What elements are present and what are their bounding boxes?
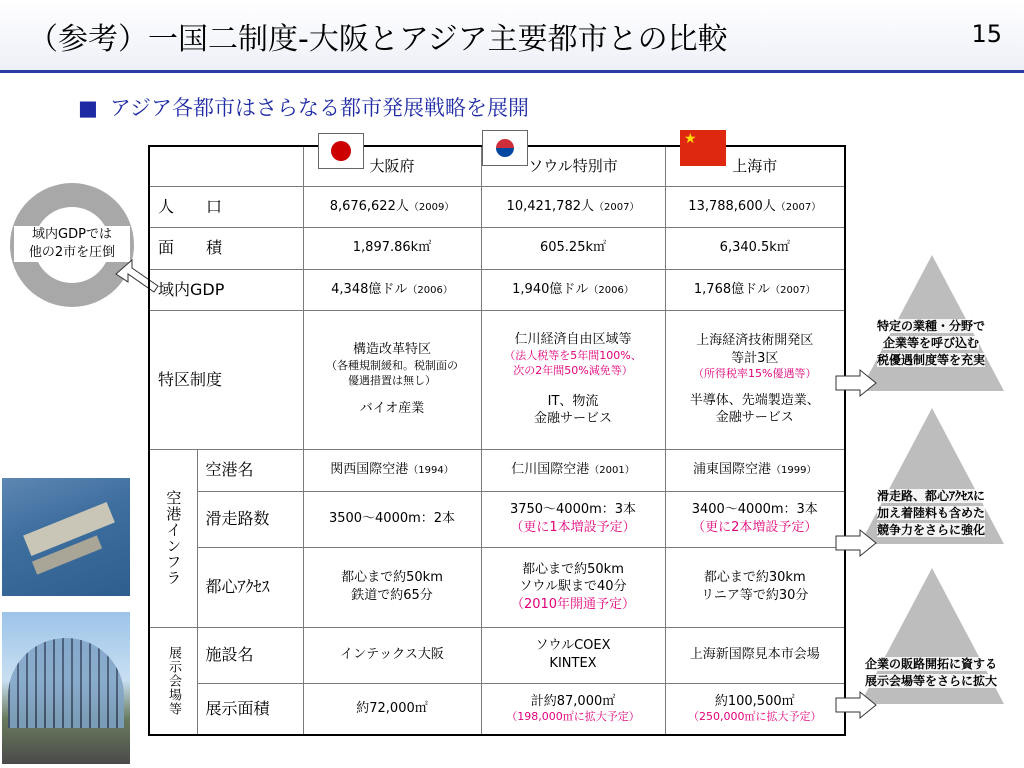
city-shanghai: 上海市 (665, 146, 845, 186)
table-row: 特区制度 構造改革特区 （各種規制緩和。税制面の 優遇措置は無し） バイオ産業 仁川経済自由区域等 （法人税等を5年間100%、 次の2年間50%減免等） IT、物流 金融サービス 上海経済技術開発区 等計3区 （所得税率15%優遇等） 半導体、先端製造業、 金融サービス (149, 310, 845, 449)
strategy-note-airport: 滑走路、都心ｱｸｾｽに 加え着陸料も含めた 競争力をさらに強化 (876, 489, 985, 537)
table-row: 滑走路数 3500～4000m：2本 3750～4000m：3本 （更に1本増設予定） 3400～4000m：3本 （更に2本増設予定） (149, 491, 845, 547)
page-number: 15 (971, 20, 1002, 48)
row-label-exhibition-area: 展示面積 (197, 683, 303, 735)
group-label-airport: 空港インフラ (149, 449, 197, 627)
arrow-right-icon (834, 690, 878, 720)
page-title: （参考）一国二制度-大阪とアジア主要都市との比較 (28, 22, 728, 57)
row-label-venue: 施設名 (197, 627, 303, 683)
strategy-note-exhibition: 企業の販路開拓に資する 展示会場等をさらに拡大 (864, 657, 997, 688)
korea-flag-icon (482, 130, 528, 166)
table-row: 展示会場等 施設名 インテックス大阪 ソウルCOEX KINTEX 上海新国際見本市会場 (149, 627, 845, 683)
airport-island-photo (2, 478, 130, 596)
japan-flag-icon (318, 133, 364, 169)
bullet-square-icon: ■ (78, 96, 98, 120)
row-label-area: 面 積 (149, 227, 303, 269)
strategy-note-tax: 特定の業種・分野で 企業等を呼び込む 税優遇制度等を充実 (876, 319, 985, 367)
group-label-exhibition: 展示会場等 (149, 627, 197, 735)
gdp-callout: 域内GDPでは 他の2市を圧倒 (14, 226, 130, 262)
row-label-airport-name: 空港名 (197, 449, 303, 491)
table-row: 人 口 8,676,622人（2009） 10,421,782人（2007） 13,788,600人（2007） (149, 186, 845, 227)
table-row: 域内GDP 4,348億ドル（2006） 1,940億ドル（2006） 1,768億ドル（2007） (149, 269, 845, 310)
row-label-runways: 滑走路数 (197, 491, 303, 547)
section-heading (78, 92, 529, 122)
table-row: 都心ｱｸｾｽ 都心まで約50km 鉄道で約65分 都心まで約50km ソウル駅まで40分 （2010年開通予定） 都心まで約30km リニア等で約30分 (149, 547, 845, 627)
table-row: 面 積 1,897.86k㎡ 605.25k㎡ 6,340.5k㎡ (149, 227, 845, 269)
row-label-special-zone: 特区制度 (149, 310, 303, 449)
row-label-access: 都心ｱｸｾｽ (197, 547, 303, 627)
row-label-population: 人 口 (149, 186, 303, 227)
city-seoul: ソウル特別市 (481, 146, 665, 186)
china-flag-icon: ★ (680, 130, 726, 166)
table-row: 展示面積 約72,000㎡ 計約87,000㎡ （198,000㎡に拡大予定） 約100,500㎡ （250,000㎡に拡大予定） (149, 683, 845, 735)
comparison-table (148, 145, 846, 736)
table-row: 空港インフラ 空港名 関西国際空港（1994） 仁川国際空港（2001） 浦東国際空港（1999） (149, 449, 845, 491)
section-heading-text: アジア各都市はさらなる都市発展戦略を展開 (109, 96, 530, 120)
arrow-right-icon (834, 368, 878, 398)
exhibition-hall-photo (2, 612, 130, 764)
row-label-gdp: 域内GDP (149, 269, 303, 310)
title-bar (0, 0, 1024, 73)
city-osaka: 大阪府 (303, 146, 481, 186)
